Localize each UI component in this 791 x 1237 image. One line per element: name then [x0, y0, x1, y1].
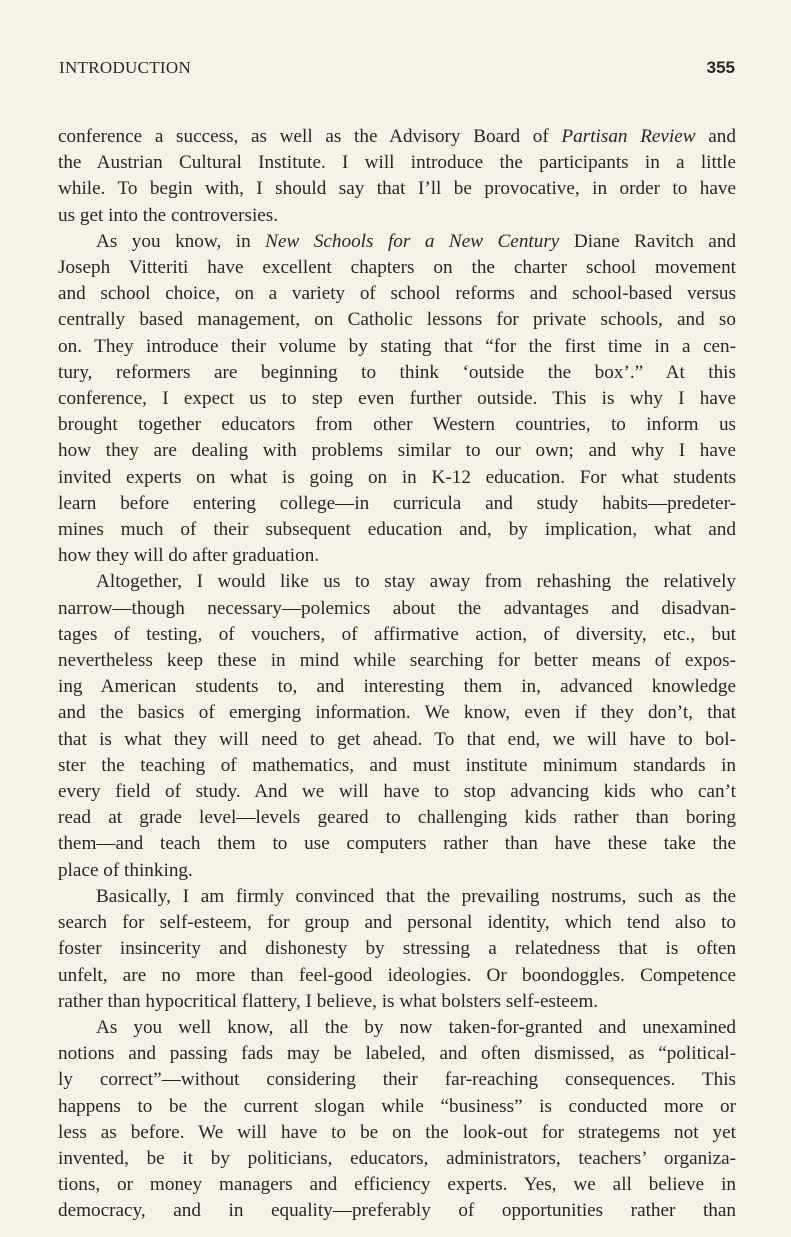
text-line: [58, 543, 736, 569]
text-span: tages of testing, of vouchers, of affirmative action, of diversity, etc., but: [58, 623, 736, 645]
text-line: [58, 412, 736, 438]
paragraph: [58, 569, 736, 883]
text-line: [58, 700, 736, 726]
text-line: [58, 963, 736, 989]
text-line: [58, 569, 736, 595]
text-line: [58, 1146, 736, 1172]
text-line: [58, 360, 736, 386]
text-line: [58, 622, 736, 648]
italic-title: New Schools for a New Century: [265, 230, 560, 252]
text-line: [58, 491, 736, 517]
text-span: conference, I expect us to step even further outside. This is why I have: [58, 388, 736, 410]
text-line: [58, 1094, 736, 1120]
text-line: [58, 1015, 736, 1041]
text-span: As you well know, all the by now taken-for-granted and unexamined: [96, 1016, 736, 1038]
text-span: narrow—though necessary—polemics about the advantages and disadvan-: [58, 597, 736, 619]
text-span: how they will do after graduation.: [58, 545, 320, 567]
text-line: [58, 438, 736, 464]
text-span: every field of study. And we will have to stop advancing kids who can’t: [58, 781, 736, 803]
text-line: [58, 805, 736, 831]
text-line: [58, 150, 736, 176]
page-header: [59, 58, 735, 82]
text-line: [58, 648, 736, 674]
text-span: on. They introduce their volume by stating that “for the first time in a cen-: [58, 335, 736, 357]
text-span: Diane Ravitch and: [559, 230, 737, 252]
text-line: [58, 727, 736, 753]
text-line: [58, 674, 736, 700]
text-span: search for self-esteem, for group and personal identity, which tend also to: [58, 912, 736, 934]
paragraph: [58, 229, 736, 570]
text-line: [58, 779, 736, 805]
text-line: [58, 465, 736, 491]
text-span: democracy, and in equality—preferably of opportunities rather than: [58, 1200, 736, 1222]
running-head: INTRODUCTION: [59, 58, 192, 77]
page-number: 355: [706, 58, 735, 77]
text-line: [58, 884, 736, 910]
text-span: while. To begin with, I should say that I’ll be provocative, in order to have: [58, 178, 736, 200]
text-line: [58, 831, 736, 857]
text-line: [58, 307, 736, 333]
text-span: place of thinking.: [58, 859, 193, 881]
text-span: mines much of their subsequent education and, by implication, what and: [58, 519, 736, 541]
text-span: As you know, in: [96, 230, 266, 252]
text-span: foster insincerity and dishonesty by stressing a relatedness that is often: [58, 938, 736, 960]
text-span: how they are dealing with problems similar to our own; and why I have: [58, 440, 736, 462]
text-span: unfelt, are no more than feel-good ideologies. Or boondoggles. Competence: [58, 964, 736, 986]
body-text: [58, 124, 736, 1225]
text-span: tury, reformers are beginning to think ‘outside the box’.” At this: [58, 361, 736, 383]
text-span: invented, be it by politicians, educators, administrators, teachers’ organiza-: [58, 1147, 736, 1169]
text-span: them—and teach them to use computers rather than have these take the: [58, 833, 736, 855]
text-line: [58, 386, 736, 412]
text-span: learn before entering college—in curricula and study habits—predeter-: [58, 492, 736, 514]
text-span: nevertheless keep these in mind while searching for better means of expos-: [58, 650, 736, 672]
paragraph: [58, 884, 736, 1015]
text-span: us get into the controversies.: [58, 204, 279, 226]
text-line: [58, 124, 736, 150]
text-span: Basically, I am firmly convinced that the prevailing nostrums, such as the: [96, 885, 736, 907]
italic-title: Partisan Review: [561, 126, 696, 147]
text-line: [58, 229, 736, 255]
text-span: centrally based management, on Catholic lessons for private schools, and so: [58, 309, 736, 331]
text-line: [58, 1041, 736, 1067]
text-line: [58, 334, 736, 360]
text-line: [58, 176, 736, 202]
text-line: [58, 517, 736, 543]
text-span: conference a success, as well as the Advisory Board of: [58, 126, 562, 147]
text-span: ing American students to, and interesting them in, advanced knowledge: [58, 676, 736, 698]
text-line: [58, 989, 736, 1015]
text-span: notions and passing fads may be labeled, and often dismissed, as “political-: [58, 1043, 736, 1065]
text-span: and school choice, on a variety of school reforms and school-based versus: [58, 283, 736, 305]
text-line: [58, 753, 736, 779]
text-span: Altogether, I would like us to stay away from rehashing the relatively: [96, 571, 736, 593]
text-line: [58, 858, 736, 884]
text-line: [58, 910, 736, 936]
text-span: brought together educators from other Western countries, to inform us: [58, 414, 736, 436]
text-line: [58, 1067, 736, 1093]
text-span: less as before. We will have to be on the look-out for strategems not yet: [58, 1121, 736, 1143]
paragraph: [58, 1015, 736, 1225]
text-span: and: [695, 126, 736, 147]
text-line: [58, 255, 736, 281]
text-line: [58, 203, 736, 229]
text-span: and the basics of emerging information. We know, even if they don’t, that: [58, 702, 736, 724]
text-line: [58, 1172, 736, 1198]
text-span: that is what they will need to get ahead. To that end, we will have to bol-: [58, 728, 736, 750]
text-line: [58, 1198, 736, 1224]
text-line: [58, 281, 736, 307]
paragraph: [58, 124, 736, 229]
text-span: Joseph Vitteriti have excellent chapters on the charter school movement: [58, 257, 736, 279]
text-span: read at grade level—levels geared to challenging kids rather than boring: [58, 807, 736, 829]
text-line: [58, 596, 736, 622]
text-span: rather than hypocritical flattery, I believe, is what bolsters self-esteem.: [58, 990, 599, 1012]
text-span: invited experts on what is going on in K-12 education. For what students: [58, 466, 736, 488]
text-span: ster the teaching of mathematics, and must institute minimum standards in: [58, 754, 736, 776]
text-span: happens to be the current slogan while “business” is conducted more or: [58, 1095, 736, 1117]
text-span: ly correct”—without considering their far-reaching consequences. This: [58, 1069, 736, 1091]
text-span: the Austrian Cultural Institute. I will introduce the participants in a little: [58, 152, 736, 174]
text-line: [58, 936, 736, 962]
text-span: tions, or money managers and efficiency experts. Yes, we all believe in: [58, 1174, 736, 1196]
text-line: [58, 1120, 736, 1146]
